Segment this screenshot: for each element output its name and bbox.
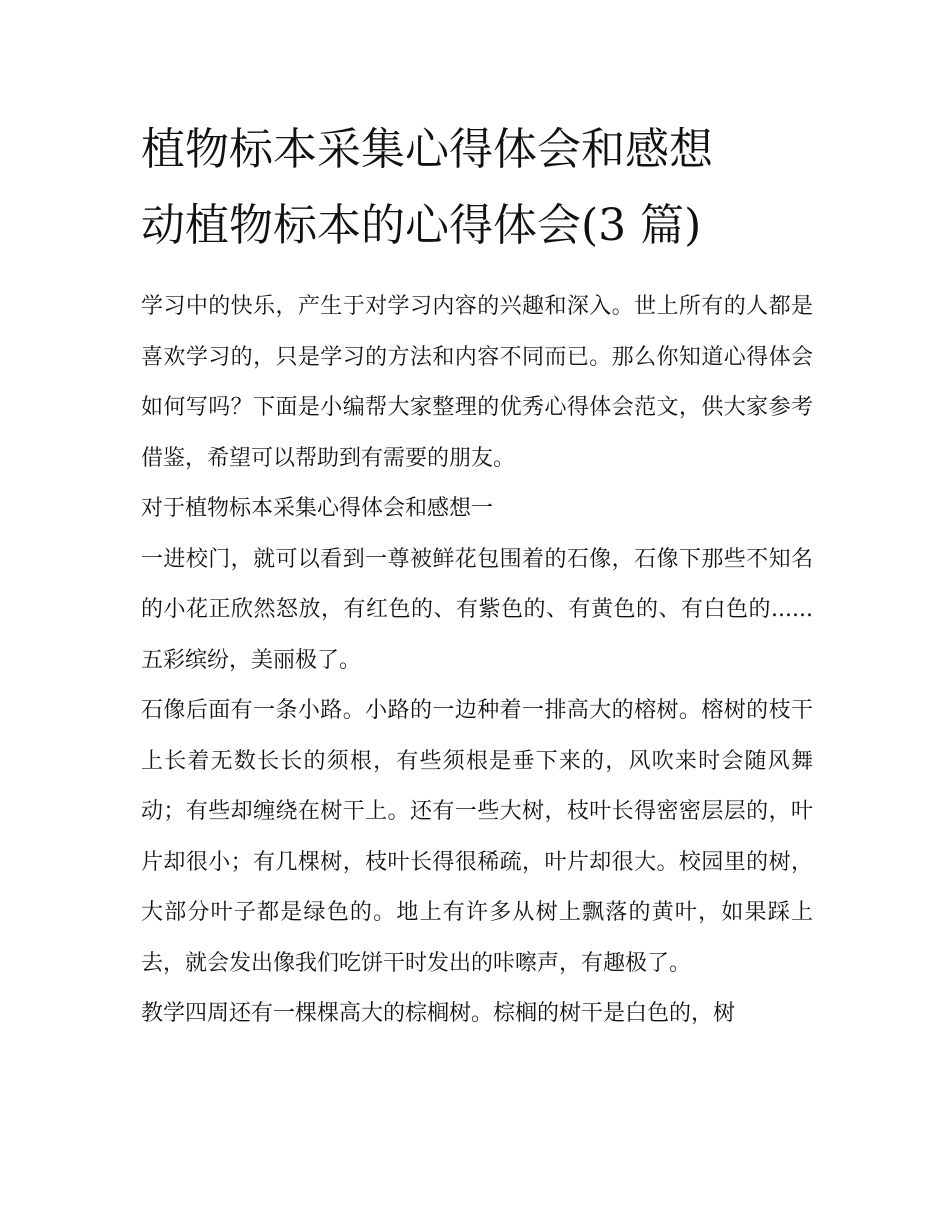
paragraph-banyan-path: 石像后面有一条小路。小路的一边种着一排高大的榕树。榕树的枝干上长着无数长长的须根，有些须根是垂下来的，风吹来时会随风舞动；有些却缠绕在树干上。还有一些大树，枝叶长得密密层层的，叶片却很小；有几棵树，枝叶长得很稀疏，叶片却很大。校园里的树，大部分叶子都是绿色的。地上有许多从树上飘落的黄叶，如果踩上去，就会发出像我们吃饼干时发出的咔嚓声，有趣极了。 <box>141 698 813 976</box>
title-line-1: 植物标本采集心得体会和感想 <box>141 124 713 175</box>
paragraph-school-gate: 一进校门，就可以看到一尊被鲜花包围着的石像，石像下那些不知名的小花正欣然怒放，有红色的、有紫色的、有黄色的、有白色的......五彩缤纷，美丽极了。 <box>141 546 813 673</box>
document-title <box>141 112 813 264</box>
section-heading: 对于植物标本采集心得体会和感想一 <box>141 496 494 521</box>
document-body <box>141 112 813 1040</box>
paragraph-palm-trees: 教学四周还有一棵棵高大的棕榈树。棕榈的树干是白色的，树 <box>141 1001 736 1026</box>
intro-paragraph: 学习中的快乐，产生于对学习内容的兴趣和深入。世上所有的人都是喜欢学习的，只是学习的方法和内容不同而已。那么你知道心得体会如何写吗？下面是小编帮大家整理的优秀心得体会范文，供大家参考借鉴，希望可以帮助到有需要的朋友。 <box>141 294 813 471</box>
title-line-2: 动植物标本的心得体会(3 篇) <box>141 200 702 251</box>
